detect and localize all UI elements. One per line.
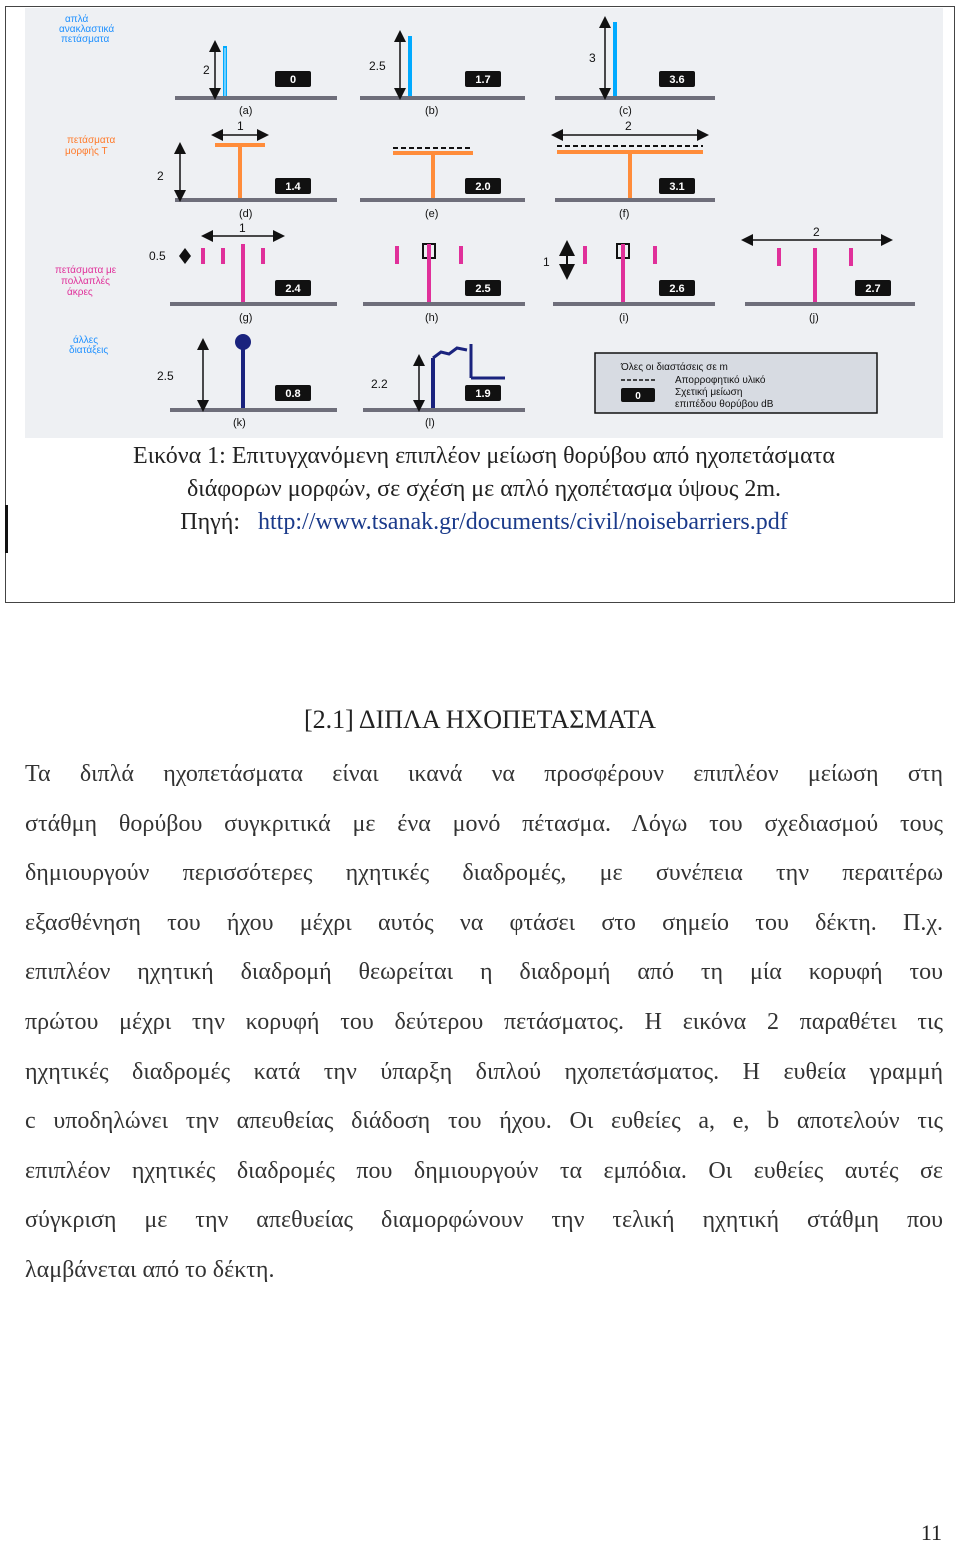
svg-text:0: 0 [289,74,297,86]
panel-f [555,119,715,220]
svg-text:(d): (d) [239,208,253,220]
svg-text:Σχετική μείωση: Σχετική μείωση [675,387,743,398]
svg-text:2: 2 [203,63,210,77]
paragraph-line: δημιουργούν περισσότερες ηχητικές διαδρομές, με συνέπεια την περαιτέρω [25,860,943,887]
group-label-t-shape [65,134,115,157]
svg-text:2.2: 2.2 [371,377,388,391]
svg-text:1.7: 1.7 [475,74,491,86]
panel-b [360,36,525,117]
panel-j [745,225,915,324]
svg-text:2.5: 2.5 [369,59,386,73]
svg-text:πετάσματα: πετάσματα [67,135,116,146]
svg-text:άλλες: άλλες [73,335,99,346]
svg-text:1.4: 1.4 [285,181,301,193]
svg-text:3.6: 3.6 [669,74,685,86]
paragraph-line: επιπλέον ηχητικές διαδρομές που δημιουργούν τα εμπόδια. Οι ευθείες αυτές σε [25,1157,943,1184]
section-heading: [2.1] ΔΙΠΛΑ ΗΧΟΠΕΤΑΣΜΑΤΑ [303,705,657,734]
source-label: Πηγή: [180,509,241,535]
svg-text:(l): (l) [425,417,435,429]
paragraph-line: ηχητικές διαδρομές κατά την ύπαρξη διπλού ηχοπετάσματος. Η ευθεία γραμμή [25,1058,943,1085]
svg-text:2.5: 2.5 [475,283,491,295]
noise-barrier-figure [25,8,943,438]
svg-text:2.5: 2.5 [157,369,174,383]
panel-h [363,244,525,324]
caption-line: Εικόνα 1: Επιτυγχανόμενη επιπλέον μείωση θορύβου από ηχοπετάσματα [133,443,835,469]
paragraph-line: επιπλέον ηχητική διαδρομή θεωρείται η διαδρομή από τη μία κορυφή του [25,959,943,986]
margin-bar [5,505,8,553]
panel-k [157,334,337,429]
group-label-simple [59,13,114,45]
svg-text:1: 1 [239,221,246,235]
group-label-other [69,334,108,356]
svg-text:2.7: 2.7 [865,283,881,295]
panel-g [149,221,337,324]
paragraph-line: c υποδηλώνει την απευθείας διάδοση του ήχου. Οι ευθείες a, e, b αποτελούν τις [25,1108,943,1135]
svg-text:1: 1 [237,119,244,133]
svg-text:3: 3 [589,51,596,65]
svg-text:0: 0 [635,391,641,402]
section-paragraph [25,750,943,1296]
figure-legend [595,353,877,413]
svg-text:2: 2 [157,169,164,183]
svg-text:1.9: 1.9 [475,388,491,400]
panel-d [157,119,337,220]
svg-text:2.0: 2.0 [475,181,491,193]
svg-text:(i): (i) [619,312,629,324]
panel-a [175,46,337,117]
panel-l [363,344,525,429]
figure-caption [25,440,943,539]
group-label-multi-edge [55,264,117,298]
svg-text:(e): (e) [425,208,439,220]
svg-text:2.4: 2.4 [285,283,301,295]
page-number: 11 [920,1520,942,1545]
svg-text:Όλες οι διαστάσεις σε m: Όλες οι διαστάσεις σε m [621,362,728,373]
svg-text:επιπέδου θορύβου dB: επιπέδου θορύβου dB [675,399,774,410]
svg-text:(b): (b) [425,105,439,117]
svg-text:(j): (j) [809,312,819,324]
source-link[interactable]: http://www.tsanak.gr/documents/civil/noisebarriers.pdf [258,509,788,535]
panel-i [543,244,715,324]
paragraph-line: Τα διπλά ηχοπετάσματα είναι ικανά να προσφέρουν επιπλέον μείωση στη [25,761,943,787]
svg-text:(h): (h) [425,312,439,324]
svg-text:πετάσματα: πετάσματα [61,34,110,45]
svg-text:μορφής Τ: μορφής Τ [65,146,108,157]
svg-text:0.5: 0.5 [149,249,166,263]
paragraph-line: εξασθένηση του ήχου μέχρι αυτός να φτάσει στο σημείο του δέκτη. Π.χ. [25,909,943,936]
svg-text:2: 2 [813,225,820,239]
paragraph-line: στάθμη θορύβου συγκριτικά με ένα μονό πέτασμα. Λόγω του σχεδιασμού τους [25,810,943,837]
svg-text:διατάξεις: διατάξεις [69,345,109,356]
svg-text:(k): (k) [233,417,246,429]
paragraph-line: λαμβάνεται από το δέκτη. [25,1256,275,1283]
paragraph-line: πρώτου μέχρι την κορυφή του δεύτερου πετάσματος. Η εικόνα 2 παραθέτει τις [25,1008,943,1035]
svg-text:ανακλαστικά: ανακλαστικά [59,24,115,35]
panel-e [360,148,525,220]
svg-text:πετάσματα με: πετάσματα με [55,265,117,276]
caption-line: διάφορων μορφών, σε σχέση με απλό ηχοπέτασμα ύψους 2m. [186,476,782,502]
svg-text:(c): (c) [619,105,632,117]
svg-text:απλά: απλά [65,14,89,25]
panel-c [555,22,715,117]
svg-text:1: 1 [543,255,550,269]
svg-text:(a): (a) [239,105,253,117]
svg-text:3.1: 3.1 [669,181,685,193]
svg-text:(f): (f) [619,208,630,220]
svg-text:(g): (g) [239,312,253,324]
svg-text:άκρες: άκρες [67,287,93,298]
svg-text:Απορροφητικό υλικό: Απορροφητικό υλικό [675,375,766,386]
svg-text:πολλαπλές: πολλαπλές [61,276,110,287]
svg-text:2.6: 2.6 [669,283,685,295]
paragraph-line: σύγκριση με την απεθυείας διαμορφώνουν την τελική ηχητική στάθμη που [25,1207,943,1234]
svg-text:2: 2 [625,119,632,133]
caption-source [25,506,943,539]
svg-text:0.8: 0.8 [285,388,301,400]
